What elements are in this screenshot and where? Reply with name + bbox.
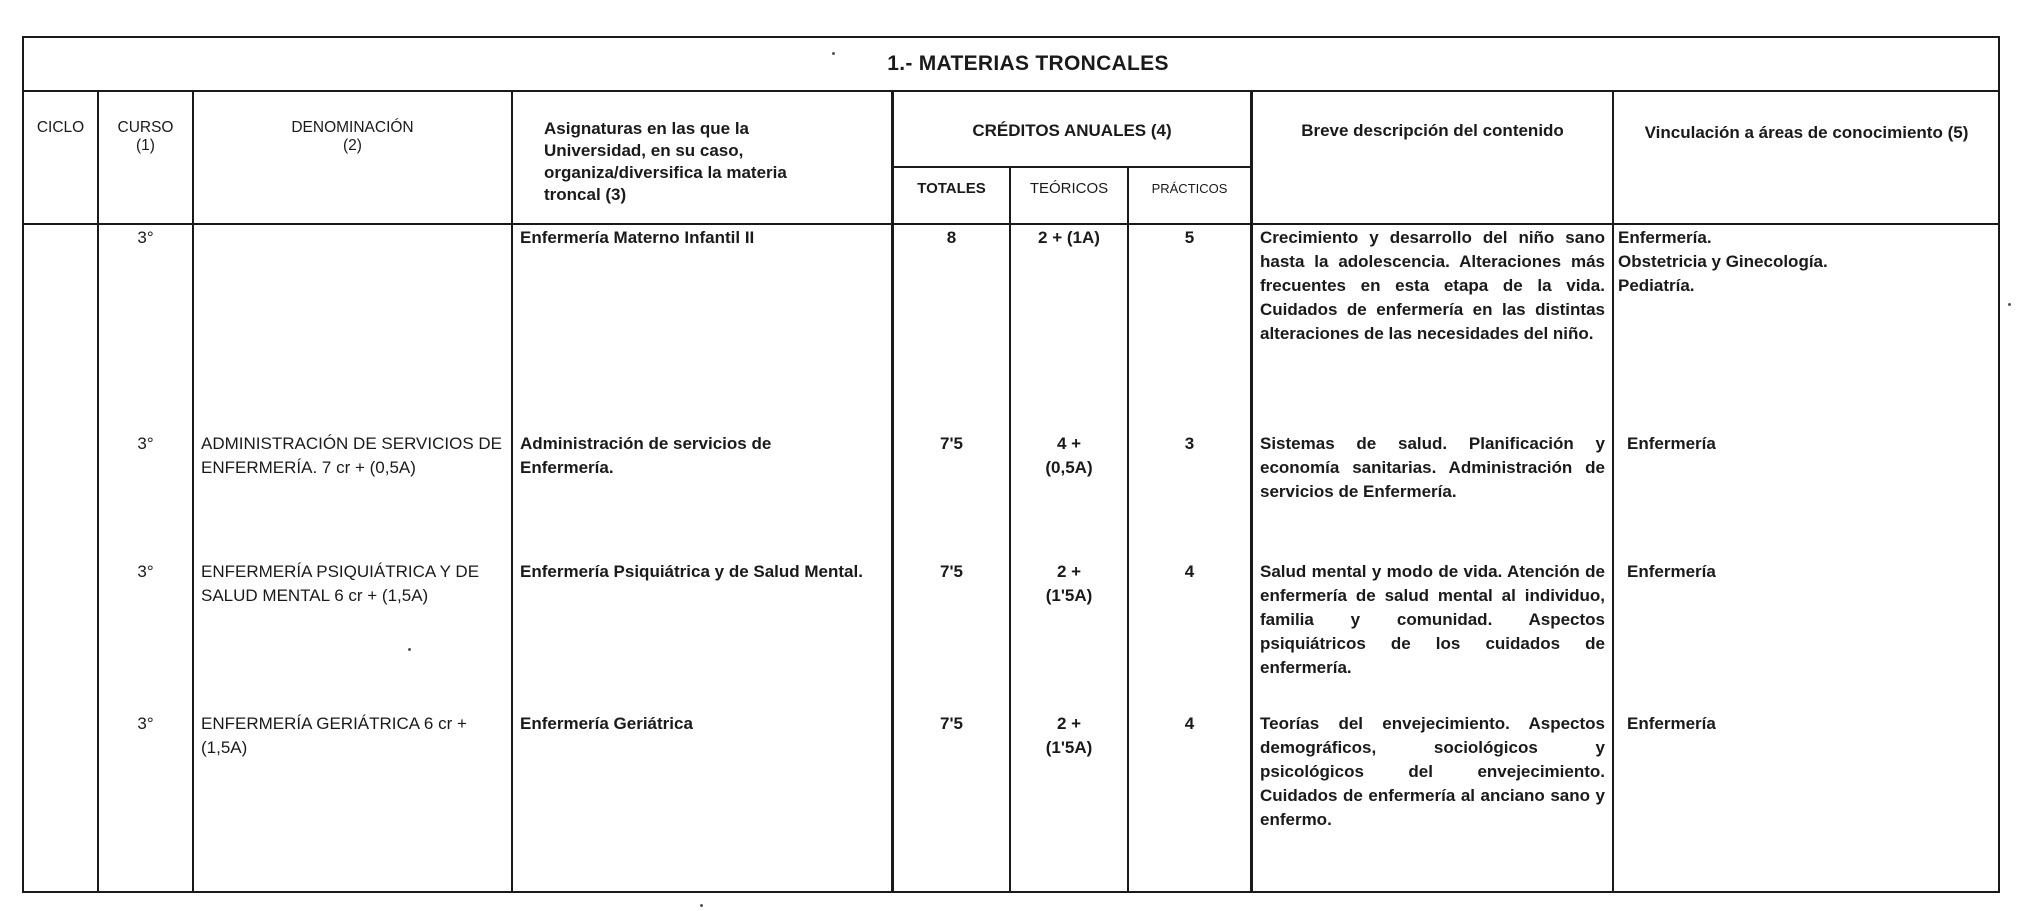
header-descripcion: Breve descripción del contenido [1301, 121, 1564, 140]
table-title: 1.- MATERIAS TRONCALES [887, 52, 1169, 75]
row-practicos: 4 [1184, 562, 1195, 581]
header-asignaturas: Asignaturas en las que la Universidad, en su caso, organiza/diversifica la materia troncal (3) [544, 119, 787, 204]
row-practicos: 5 [1184, 228, 1195, 247]
col-divider-curso [192, 92, 194, 893]
scan-speck [832, 52, 835, 55]
col-divider-ciclo [97, 92, 99, 893]
row-descripcion: Sistemas de salud. Planificación y economía sanitarias. Administración de servicios de Enfermería. [1260, 434, 1605, 501]
row-teoricos: 2 + (1'5A) [1045, 714, 1093, 757]
header-creditos: CRÉDITOS ANUALES (4) [972, 121, 1172, 140]
header-teoricos: TEÓRICOS [1029, 180, 1109, 197]
row-totales: 7'5 [940, 714, 963, 733]
row-descripcion: Crecimiento y desarrollo del niño sano hasta la adolescencia. Alteraciones más frecuentes en esta etapa de la vida. Cuidados de enfermería en las distintas alteraciones de las necesidades del niño. [1260, 228, 1605, 343]
row-curso: 3° [137, 562, 154, 581]
row-denominacion: ENFERMERÍA GERIÁTRICA 6 cr + (1,5A) [201, 714, 467, 757]
row-curso: 3° [137, 228, 154, 247]
row-asignatura: Enfermería Geriátrica [520, 714, 693, 733]
row-teoricos: 2 + (1A) [1038, 228, 1100, 247]
row-asignatura: Enfermería Materno Infantil II [520, 228, 755, 247]
header-totales: TOTALES [917, 180, 986, 197]
col-divider-creditos [1250, 92, 1253, 893]
header-curso-note: (1) [136, 137, 155, 154]
header-ciclo: CICLO [36, 119, 85, 136]
row-descripcion: Salud mental y modo de vida. Atención de enfermería de salud mental al individuo, familia y comunidad. Aspectos psiquiátricos de los cuidados de enfermería. [1260, 562, 1605, 677]
row-totales: 7'5 [940, 434, 963, 453]
header-vinculacion: Vinculación a áreas de conocimiento (5) [1644, 123, 1969, 142]
row-curso: 3° [137, 714, 154, 733]
table-title-row [24, 38, 1998, 92]
header-denominacion: DENOMINACIÓN [291, 119, 414, 136]
header-curso: CURSO [117, 119, 174, 136]
col-divider-asignaturas [891, 92, 894, 893]
col-divider-totales [1009, 168, 1011, 893]
row-vinculacion: Enfermería [1627, 714, 1716, 733]
header-practicos: PRÁCTICOS [1151, 181, 1228, 196]
row-totales: 7'5 [940, 562, 963, 581]
col-divider-descripcion [1612, 92, 1614, 893]
row-vinculacion: Enfermería. Obstetricia y Ginecología. Pediatría. [1618, 228, 1828, 295]
row-totales: 8 [946, 228, 957, 247]
col-divider-teoricos [1127, 168, 1129, 893]
row-denominacion: ADMINISTRACIÓN DE SERVICIOS DE ENFERMERÍA. 7 cr + (0,5A) [201, 434, 503, 477]
row-teoricos: 4 + (0,5A) [1045, 434, 1093, 477]
row-asignatura: Administración de servicios de Enfermería. [520, 434, 772, 477]
row-denominacion: ENFERMERÍA PSIQUIÁTRICA Y DE SALUD MENTAL 6 cr + (1,5A) [201, 562, 480, 605]
creditos-sub-divider [891, 166, 1252, 168]
row-vinculacion: Enfermería [1627, 562, 1716, 581]
row-asignatura: Enfermería Psiquiátrica y de Salud Mental. [520, 562, 863, 581]
scan-speck [408, 648, 411, 651]
scan-speck [2008, 303, 2011, 306]
scan-speck [700, 904, 703, 907]
materias-troncales-table [22, 36, 2000, 893]
row-teoricos: 2 + (1'5A) [1045, 562, 1093, 605]
row-curso: 3° [137, 434, 154, 453]
header-bottom-line [24, 223, 1999, 225]
row-vinculacion: Enfermería [1627, 434, 1716, 453]
row-practicos: 4 [1184, 714, 1195, 733]
col-divider-denominacion [511, 92, 513, 893]
row-practicos: 3 [1184, 434, 1195, 453]
header-denominacion-note: (2) [343, 137, 362, 154]
row-descripcion: Teorías del envejecimiento. Aspectos demográficos, sociológicos y psicológicos del envejecimiento. Cuidados de enfermería al anciano sano y enfermo. [1260, 714, 1605, 829]
